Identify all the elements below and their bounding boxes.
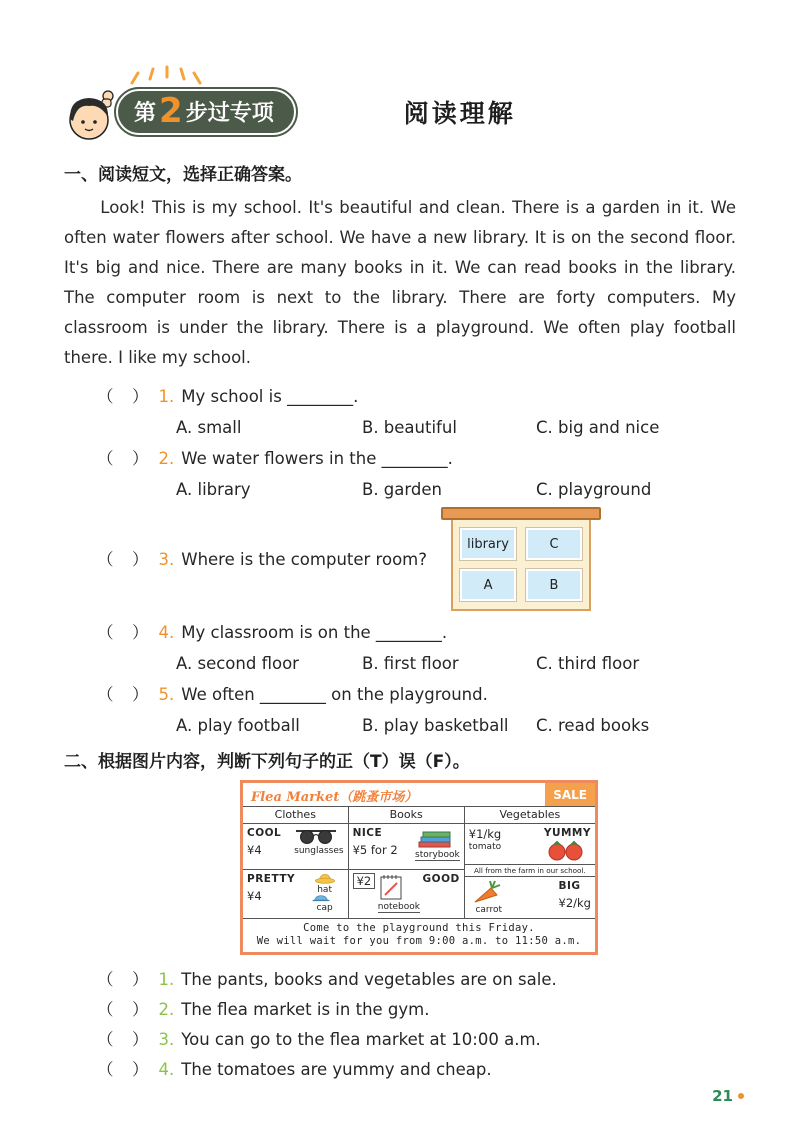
option-c: C. big and nice	[536, 418, 660, 437]
tomato-text	[469, 827, 501, 861]
question-1-options	[176, 412, 736, 443]
item-name: cap	[316, 903, 333, 913]
option-c: C. playground	[536, 480, 652, 499]
item-price: ¥2/kg	[558, 896, 591, 910]
question-text: The tomatoes are yummy and cheap.	[181, 1060, 492, 1079]
option-b: B. garden	[362, 480, 442, 499]
sunglasses-text	[247, 827, 281, 866]
tomato-cell	[465, 824, 595, 864]
tf-question-3	[97, 1025, 736, 1055]
tf-question-2	[97, 995, 736, 1025]
section-one-heading: 一、阅读短文，选择正确答案。	[64, 165, 302, 185]
page-number-dot	[738, 1093, 744, 1099]
option-a: A. play football	[176, 716, 300, 735]
poster-footer-line1: Come to the playground this Friday.	[303, 922, 535, 934]
answer-bracket: （ ）	[97, 549, 150, 569]
answer-bracket: （ ）	[97, 387, 150, 406]
item-adjective: GOOD	[422, 873, 460, 885]
step-badge-area	[64, 79, 296, 145]
mascot-boy-icon	[64, 87, 120, 145]
question-text: My classroom is on the ________.	[181, 623, 448, 642]
item-adjective: NICE	[352, 827, 383, 839]
hat-figure	[306, 873, 344, 913]
poster-footer-line2: We will wait for you from 9:00 a.m. to 11:50 a.m.	[256, 935, 582, 947]
page-header	[64, 80, 736, 144]
carrot-cell	[465, 877, 595, 918]
question-text: We water flowers in the ________.	[181, 449, 453, 468]
books-column	[349, 807, 465, 918]
notebook-figure	[378, 873, 420, 913]
answer-bracket: （ ）	[97, 1030, 150, 1049]
notebook-cell	[349, 870, 464, 916]
question-5-options	[176, 710, 736, 741]
answer-bracket: （ ）	[97, 685, 150, 704]
carrot-text	[559, 880, 591, 915]
books-stack-icon	[415, 827, 453, 849]
sunglasses-icon	[294, 827, 338, 845]
hat-text	[247, 873, 295, 913]
option-b: B. beautiful	[362, 418, 457, 437]
badge-prefix: 第	[134, 100, 157, 126]
question-4	[97, 617, 736, 648]
tomatoes-icon	[544, 839, 586, 861]
page-number-value: 21	[712, 1087, 733, 1105]
question-text: Where is the computer room?	[181, 549, 428, 569]
farm-note: All from the farm in our school.	[465, 864, 595, 877]
option-c: C. read books	[536, 716, 650, 735]
item-name: hat	[317, 884, 332, 895]
answer-bracket: （ ）	[97, 623, 150, 642]
section-two-heading: 二、根据图片内容，判断下列句子的正（T）误（F）。	[64, 752, 470, 772]
question-text: The pants, books and vegetables are on sale.	[181, 970, 557, 989]
flea-market-poster	[240, 780, 598, 955]
item-name: notebook	[377, 902, 420, 912]
storybook-figure	[415, 827, 460, 866]
question-number: 2.	[158, 1000, 175, 1019]
room-c: C	[526, 528, 582, 560]
question-text: My school is ________.	[181, 387, 359, 406]
building-body	[451, 520, 591, 611]
item-adjective: BIG	[558, 880, 581, 892]
room-a: A	[460, 569, 516, 601]
question-number: 4.	[158, 1060, 175, 1079]
notebook-icon	[378, 873, 404, 901]
question-text: The flea market is in the gym.	[181, 1000, 430, 1019]
question-1	[97, 381, 736, 412]
question-number: 3.	[158, 1030, 175, 1049]
sunglasses-figure	[294, 827, 343, 866]
page-title: 阅读理解	[403, 99, 516, 128]
poster-header	[243, 783, 595, 807]
item-name: carrot	[475, 905, 503, 915]
tf-question-1	[97, 965, 736, 995]
books-column-header: Books	[349, 807, 464, 824]
option-c: C. third floor	[536, 654, 640, 673]
item-price: ¥1/kg	[468, 827, 502, 841]
badge-suffix: 步过专项	[185, 100, 274, 126]
question-number: 1.	[158, 387, 175, 406]
item-price: ¥4	[247, 843, 262, 857]
vegetables-column-header: Vegetables	[465, 807, 595, 824]
carrot-icon	[469, 880, 509, 904]
question-number: 1.	[158, 970, 175, 989]
item-adjective: YUMMY	[543, 827, 591, 839]
section-two-questions	[64, 965, 736, 1085]
sunglasses-cell	[243, 824, 348, 870]
storybook-text	[353, 827, 398, 866]
answer-bracket: （ ）	[97, 970, 150, 989]
answer-bracket: （ ）	[97, 1000, 150, 1019]
question-number: 3.	[158, 549, 175, 569]
item-name: tomato	[468, 842, 502, 852]
sale-badge: SALE	[545, 783, 595, 806]
tomato-figure	[544, 827, 591, 861]
carrot-figure	[469, 880, 509, 915]
room-library: library	[460, 528, 516, 560]
answer-bracket: （ ）	[97, 1060, 150, 1079]
question-4-options	[176, 648, 736, 679]
option-b: B. first floor	[362, 654, 459, 673]
vegetables-column	[465, 807, 595, 918]
storybook-cell	[349, 824, 464, 870]
question-3	[97, 544, 427, 575]
item-adjective: PRETTY	[247, 873, 296, 885]
poster-footer	[243, 918, 595, 952]
clothes-column	[243, 807, 349, 918]
item-adjective: COOL	[247, 827, 282, 839]
question-2	[97, 443, 736, 474]
question-number: 4.	[158, 623, 175, 642]
sun-hat-icon	[306, 873, 344, 884]
option-b: B. play basketball	[362, 716, 509, 735]
decorative-rays-icon	[122, 65, 206, 85]
option-a: A. second floor	[176, 654, 299, 673]
question-text: We often ________ on the playground.	[181, 685, 488, 704]
question-3-row	[64, 507, 736, 611]
tf-question-4	[97, 1055, 736, 1085]
item-price: ¥4	[247, 889, 262, 903]
question-number: 2.	[158, 449, 175, 468]
cap-icon	[306, 895, 336, 902]
school-building-illustration	[441, 507, 601, 611]
hat-cap-cell	[243, 870, 348, 916]
room-b: B	[526, 569, 582, 601]
question-text: You can go to the flea market at 10:00 a.m.	[181, 1030, 541, 1049]
answer-bracket: （ ）	[97, 449, 150, 468]
item-name: storybook	[415, 850, 460, 860]
clothes-column-header: Clothes	[243, 807, 348, 824]
item-name: sunglasses	[294, 846, 344, 856]
reading-passage: Look! This is my school. It's beautiful and clean. There is a garden in it. We often water flowers after school. We have a new library. It is on the second floor. It's big and nice. There are many books in it. We can read books in the library. The computer room is next to the library. There are forty computers. My classroom is under the library. There is a playground. We often play football there. I like my school.	[64, 198, 736, 367]
question-5	[97, 679, 736, 710]
item-price: ¥5 for 2	[352, 843, 398, 857]
item-price: ¥2	[353, 873, 376, 889]
step-badge	[116, 89, 296, 135]
question-number: 5.	[158, 685, 175, 704]
option-a: A. small	[176, 418, 242, 437]
poster-title: Flea Market（跳蚤市场）	[251, 790, 418, 805]
building-roof	[441, 507, 601, 520]
badge-step-number: 2	[159, 91, 183, 131]
page-number	[712, 1087, 744, 1105]
question-2-options	[176, 474, 736, 505]
option-a: A. library	[176, 480, 251, 499]
poster-columns	[243, 807, 595, 918]
